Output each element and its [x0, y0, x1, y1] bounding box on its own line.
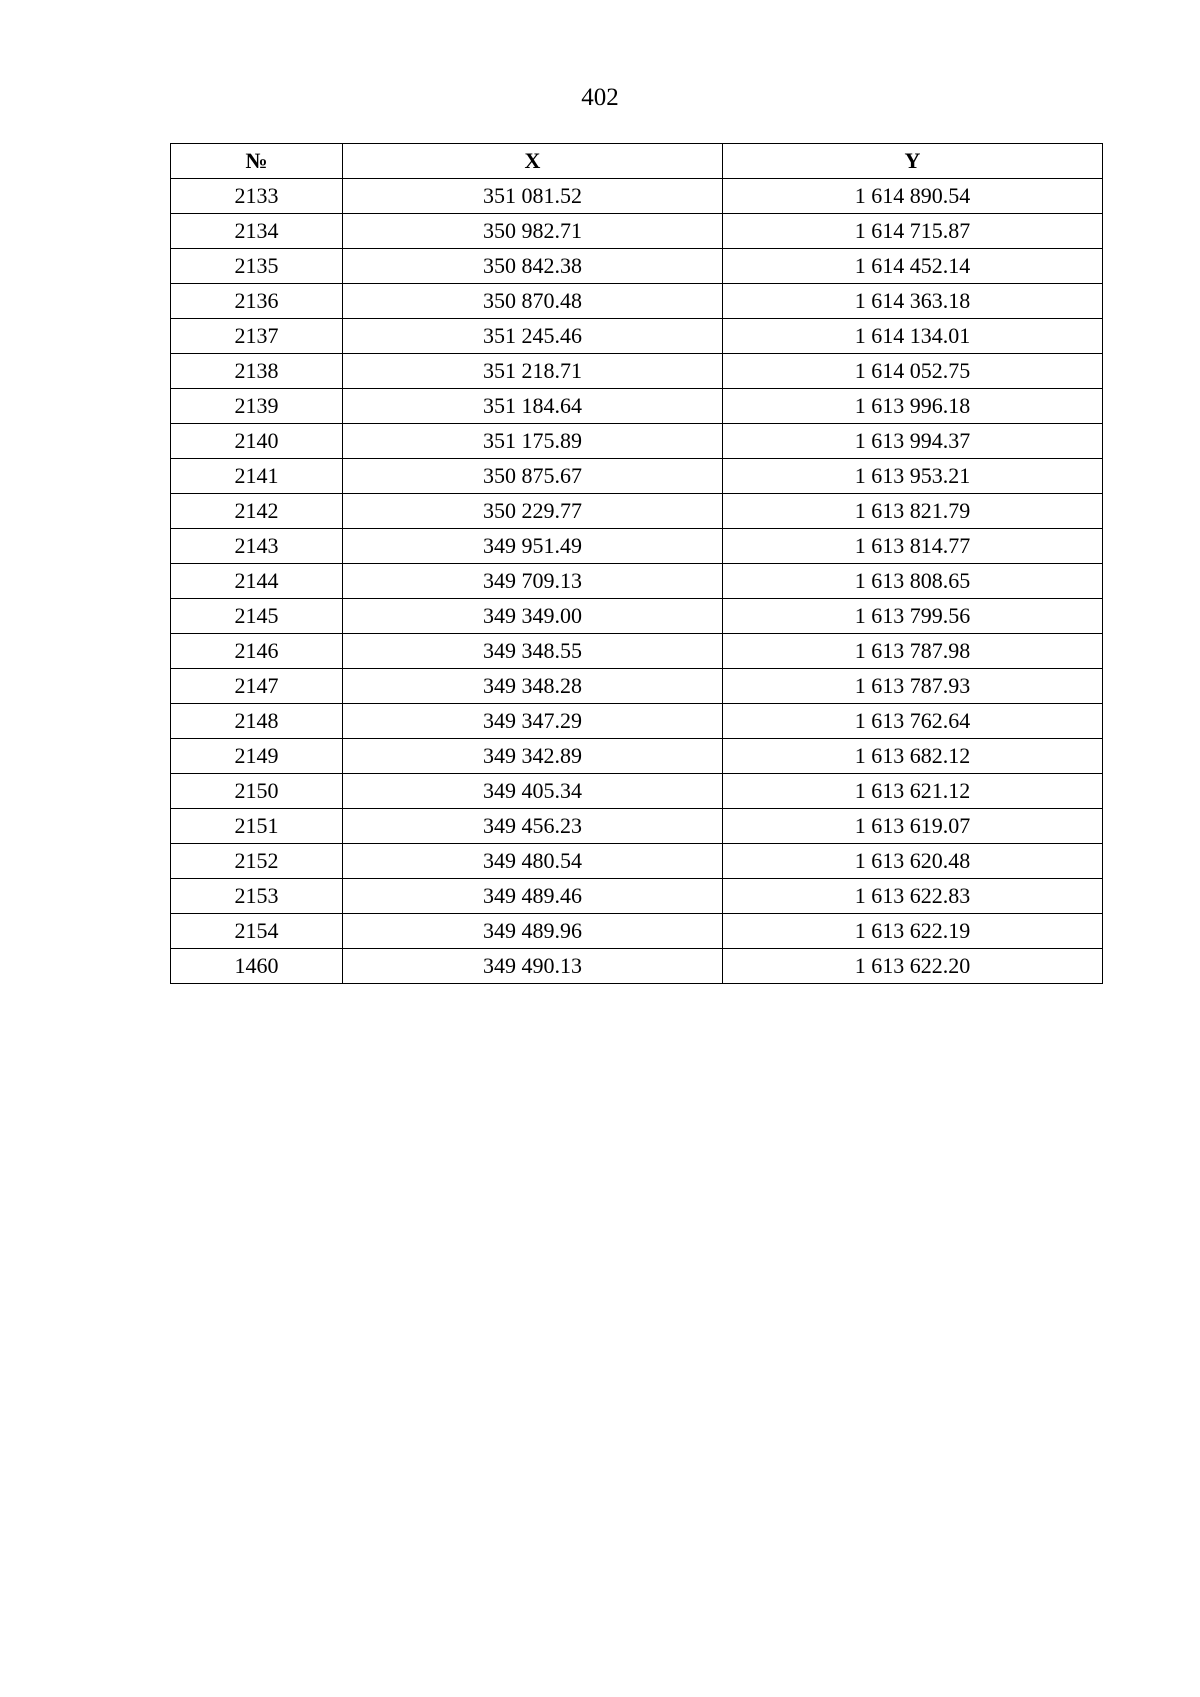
table-body [171, 179, 1103, 984]
table-row [171, 914, 1103, 949]
cell-x: 349 347.29 [343, 704, 723, 739]
cell-x: 349 951.49 [343, 529, 723, 564]
cell-number: 2145 [171, 599, 343, 634]
table-row [171, 319, 1103, 354]
cell-y: 1 613 620.48 [723, 844, 1103, 879]
cell-y: 1 613 622.19 [723, 914, 1103, 949]
cell-x: 349 342.89 [343, 739, 723, 774]
cell-x: 349 709.13 [343, 564, 723, 599]
cell-x: 350 842.38 [343, 249, 723, 284]
coordinates-table [170, 143, 1103, 984]
cell-x: 350 870.48 [343, 284, 723, 319]
cell-y: 1 614 363.18 [723, 284, 1103, 319]
cell-y: 1 614 452.14 [723, 249, 1103, 284]
cell-number: 1460 [171, 949, 343, 984]
cell-x: 349 348.55 [343, 634, 723, 669]
table-row [171, 389, 1103, 424]
cell-y: 1 614 134.01 [723, 319, 1103, 354]
table-row [171, 634, 1103, 669]
page-number: 402 [581, 84, 619, 111]
cell-y: 1 613 994.37 [723, 424, 1103, 459]
table-row [171, 214, 1103, 249]
cell-number: 2134 [171, 214, 343, 249]
table-row [171, 459, 1103, 494]
cell-x: 350 229.77 [343, 494, 723, 529]
cell-x: 351 081.52 [343, 179, 723, 214]
table-row [171, 599, 1103, 634]
cell-y: 1 613 762.64 [723, 704, 1103, 739]
cell-y: 1 613 787.98 [723, 634, 1103, 669]
cell-x: 349 348.28 [343, 669, 723, 704]
table-row [171, 669, 1103, 704]
cell-y: 1 613 821.79 [723, 494, 1103, 529]
cell-number: 2154 [171, 914, 343, 949]
cell-number: 2152 [171, 844, 343, 879]
cell-x: 351 245.46 [343, 319, 723, 354]
cell-x: 349 405.34 [343, 774, 723, 809]
cell-x: 349 489.46 [343, 879, 723, 914]
cell-number: 2151 [171, 809, 343, 844]
table-row [171, 774, 1103, 809]
cell-number: 2136 [171, 284, 343, 319]
table-row [171, 424, 1103, 459]
cell-number: 2146 [171, 634, 343, 669]
cell-x: 351 175.89 [343, 424, 723, 459]
cell-number: 2144 [171, 564, 343, 599]
table-row [171, 284, 1103, 319]
cell-y: 1 614 890.54 [723, 179, 1103, 214]
table-header-row [171, 144, 1103, 179]
table-row [171, 179, 1103, 214]
cell-y: 1 613 622.83 [723, 879, 1103, 914]
cell-y: 1 613 787.93 [723, 669, 1103, 704]
table-row [171, 949, 1103, 984]
header-y: Y [723, 144, 1103, 179]
table-row [171, 704, 1103, 739]
cell-y: 1 613 682.12 [723, 739, 1103, 774]
table-row [171, 529, 1103, 564]
cell-number: 2147 [171, 669, 343, 704]
cell-y: 1 613 814.77 [723, 529, 1103, 564]
cell-x: 349 349.00 [343, 599, 723, 634]
cell-y: 1 614 715.87 [723, 214, 1103, 249]
table-row [171, 809, 1103, 844]
cell-number: 2135 [171, 249, 343, 284]
header-x: X [343, 144, 723, 179]
cell-x: 349 456.23 [343, 809, 723, 844]
cell-x: 349 489.96 [343, 914, 723, 949]
cell-number: 2150 [171, 774, 343, 809]
cell-x: 350 875.67 [343, 459, 723, 494]
cell-number: 2139 [171, 389, 343, 424]
cell-y: 1 613 808.65 [723, 564, 1103, 599]
cell-y: 1 613 996.18 [723, 389, 1103, 424]
cell-number: 2142 [171, 494, 343, 529]
cell-number: 2141 [171, 459, 343, 494]
cell-y: 1 613 953.21 [723, 459, 1103, 494]
cell-number: 2133 [171, 179, 343, 214]
cell-number: 2143 [171, 529, 343, 564]
cell-y: 1 613 622.20 [723, 949, 1103, 984]
cell-number: 2138 [171, 354, 343, 389]
cell-x: 350 982.71 [343, 214, 723, 249]
cell-x: 349 490.13 [343, 949, 723, 984]
cell-y: 1 613 799.56 [723, 599, 1103, 634]
table-row [171, 494, 1103, 529]
cell-number: 2137 [171, 319, 343, 354]
header-number: № [171, 144, 343, 179]
cell-number: 2148 [171, 704, 343, 739]
cell-number: 2153 [171, 879, 343, 914]
cell-x: 349 480.54 [343, 844, 723, 879]
cell-number: 2149 [171, 739, 343, 774]
cell-x: 351 184.64 [343, 389, 723, 424]
cell-number: 2140 [171, 424, 343, 459]
table-row [171, 739, 1103, 774]
table-row [171, 354, 1103, 389]
cell-y: 1 613 619.07 [723, 809, 1103, 844]
table-row [171, 249, 1103, 284]
cell-x: 351 218.71 [343, 354, 723, 389]
table-row [171, 844, 1103, 879]
cell-y: 1 613 621.12 [723, 774, 1103, 809]
table-row [171, 879, 1103, 914]
table-row [171, 564, 1103, 599]
cell-y: 1 614 052.75 [723, 354, 1103, 389]
